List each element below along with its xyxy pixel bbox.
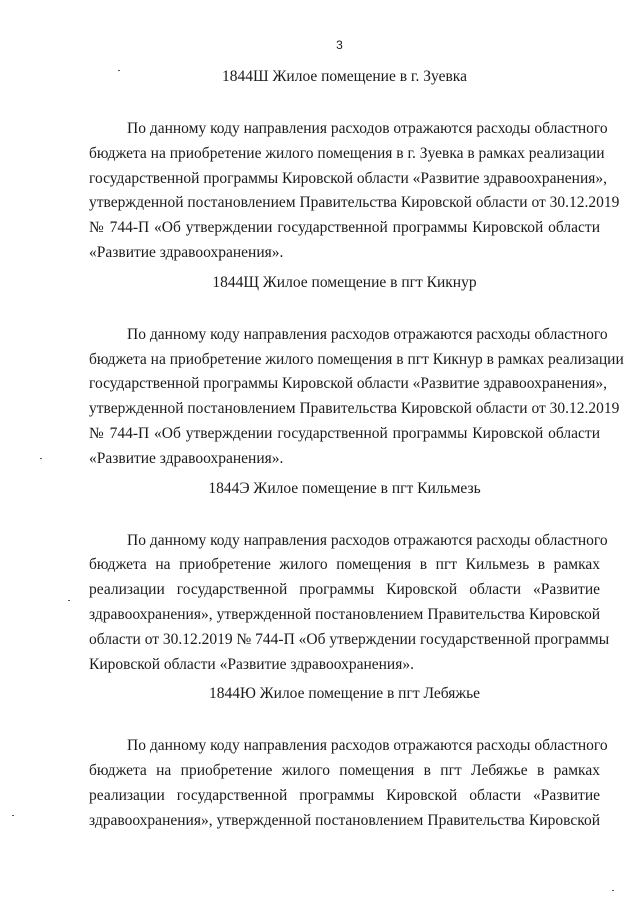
- section-heading: 1844Э Жилое помещение в пгт Кильмезь: [208, 479, 481, 497]
- scan-speck: [40, 458, 42, 459]
- paragraph-line: здравоохранения», утвержденной постановлением Правительства Кировской: [89, 605, 600, 623]
- paragraph-line: По данному коду направления расходов отражаются расходы областного: [127, 325, 608, 343]
- scan-speck: [12, 815, 14, 816]
- paragraph-line: реализации государственной программы Кировской области «Развитие: [89, 581, 600, 599]
- paragraph-line: утвержденной постановлением Правительства Кировской области от 30.12.2019: [89, 194, 620, 212]
- paragraph-line: Кировской области «Развитие здравоохранения».: [89, 655, 414, 673]
- paragraph-line: реализации государственной программы Кировской области «Развитие: [89, 786, 600, 804]
- document-body: [89, 66, 624, 834]
- scan-speck: [118, 70, 120, 71]
- paragraph-line: «Развитие здравоохранения».: [89, 449, 284, 467]
- section-1844yu: [89, 683, 608, 833]
- paragraph-line: № 744-П «Об утверждении государственной программы Кировской области: [89, 219, 600, 237]
- paragraph-line: По данному коду направления расходов отражаются расходы областного: [127, 531, 608, 549]
- paragraph-line: государственной программы Кировской области «Развитие здравоохранения»,: [89, 169, 608, 187]
- paragraph-line: здравоохранения», утвержденной постановлением Правительства Кировской: [89, 811, 600, 829]
- section-heading: 1844Щ Жилое помещение в пгт Кикнур: [212, 273, 477, 291]
- paragraph-line: бюджета на приобретение жилого помещения в пгт Кикнур в рамках реализации: [89, 350, 624, 368]
- section-1844sh: [89, 66, 620, 272]
- paragraph-line: бюджета на приобретение жилого помещения в пгт Кильмезь в рамках: [89, 556, 600, 574]
- paragraph-line: бюджета на приобретение жилого помещения в г. Зуевка в рамках реализации: [89, 144, 605, 162]
- paragraph-line: № 744-П «Об утверждении государственной программы Кировской области: [89, 424, 600, 442]
- paragraph-line: области от 30.12.2019 № 744-П «Об утверждении государственной программы: [89, 630, 610, 648]
- page-number: 3: [336, 38, 343, 52]
- scan-speck: [612, 890, 614, 891]
- section-heading: 1844Ш Жилое помещение в г. Зуевка: [222, 68, 467, 85]
- paragraph-line: «Развитие здравоохранения».: [89, 243, 284, 261]
- paragraph-line: государственной программы Кировской области «Развитие здравоохранения»,: [89, 375, 608, 393]
- section-paragraph: [89, 323, 624, 472]
- section-1844e: [89, 478, 610, 684]
- section-paragraph: [89, 734, 608, 833]
- scan-speck: [68, 600, 70, 601]
- paragraph-line: утвержденной постановлением Правительства Кировской области от 30.12.2019: [89, 400, 620, 418]
- paragraph-line: По данному коду направления расходов отражаются расходы областного: [127, 120, 608, 137]
- paragraph-line: По данному коду направления расходов отражаются расходы областного: [127, 737, 608, 755]
- section-paragraph: [89, 529, 610, 678]
- paragraph-line: бюджета на приобретение жилого помещения в пгт Лебяжье в рамках: [89, 762, 600, 780]
- section-heading: 1844Ю Жилое помещение в пгт Лебяжье: [208, 685, 481, 703]
- section-1844shch: [89, 272, 624, 478]
- section-paragraph: [89, 117, 620, 266]
